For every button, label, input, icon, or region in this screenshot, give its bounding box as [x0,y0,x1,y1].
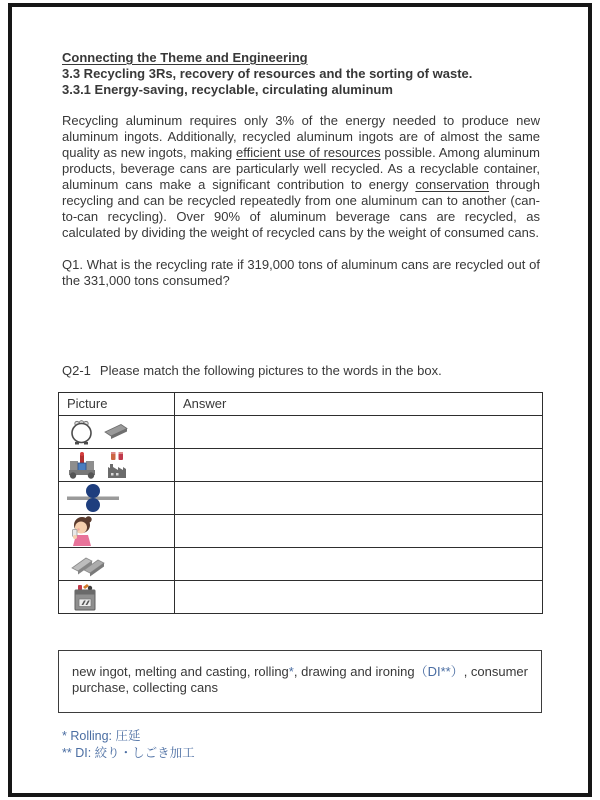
paragraph-text: through recycling and can be recycled repeatedly from one aluminum can to another (can-to-can recycling). Over 90% of aluminum beverage cans are recycled, as calculated by dividing the weight of recycled cans by the weight of consumed cans. [62,177,540,240]
table-row [59,581,543,614]
table-row [59,548,543,581]
answer-cell [175,548,543,581]
question-2-1 [62,363,540,379]
table-row [59,416,543,449]
paragraph-text: Recycling aluminum requires only 3% of the energy needed to produce new aluminum ingots. Additionally, recycled aluminum ingots are of almost the same quality as new ingots, making [62,113,540,160]
column-header-picture: Picture [59,393,175,416]
picture-cell-rolling [59,482,175,515]
underlined-phrase-conservation: conservation [415,177,490,192]
answer-cell [175,482,543,515]
footnote-rolling: * Rolling: 圧延 [62,729,141,743]
crucible-and-cast-ingot-icon [67,418,166,446]
person-drinking-can-icon [67,517,166,545]
underlined-phrase-efficient-use: efficient use of resources [236,145,381,160]
section-heading: 3.3 Recycling 3Rs, recovery of resources and the sorting of waste. [62,66,473,81]
picture-cell-melting-casting [59,416,175,449]
subsection-heading: 3.3.1 Energy-saving, recyclable, circulating aluminum [62,82,393,97]
di-abbreviation: （DI**） [414,664,464,679]
answer-cell [175,416,543,449]
answer-cell [175,581,543,614]
word-bank-text: , drawing and ironing [293,664,415,679]
rolling-mill-rollers-icon [67,484,166,512]
table-header-row [59,393,543,416]
can-collection-bin-icon [67,583,166,611]
question-2-1-text: Please match the following pictures to the words in the box. [99,363,442,378]
answer-cell [175,449,543,482]
picture-cell-consumer [59,515,175,548]
picture-cell-collecting-cans [59,581,175,614]
intro-paragraph [62,113,540,241]
document-content [62,50,540,761]
footnotes [62,728,540,761]
table-row [59,482,543,515]
word-bank-text: new ingot, melting and casting, rolling [72,664,289,679]
footnote-di: ** DI: 絞り・しごき加工 [62,745,195,760]
question-1: Q1. What is the recycling rate if 319,000 tons of aluminum cans are recycled out of the 331,000 tons consumed? [62,257,540,288]
picture-cell-new-ingot [59,548,175,581]
picture-answer-table [58,392,543,614]
paragraph-text: possible. Among aluminum products, beverage cans are particularly well recycled. As a recyclable container, aluminum cans make a significant contribution to energy [62,145,540,192]
table-row [59,449,543,482]
table-row [59,515,543,548]
page-title: Connecting the Theme and Engineering [62,50,308,65]
rolling-footnote-asterisk: * [288,664,294,679]
answer-cell [175,515,543,548]
picture-cell-drawing-ironing [59,449,175,482]
question-2-1-label: Q2-1 [62,363,91,378]
word-bank-box [58,650,542,713]
word-bank-text: , consumer purchase, collecting cans [72,664,528,695]
column-header-answer: Answer [175,393,543,416]
press-machine-cans-factory-icon [67,451,166,479]
aluminum-ingots-icon [67,550,166,578]
